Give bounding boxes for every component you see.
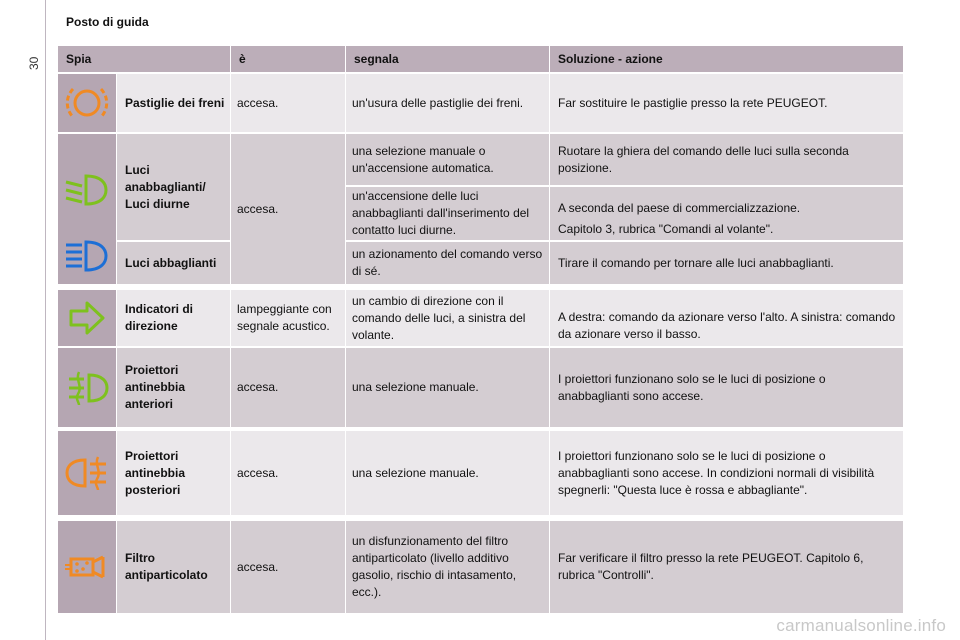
row-name: Luci abbaglianti: [117, 242, 230, 284]
row-state: accesa.: [231, 134, 345, 284]
section-title: Posto di guida: [66, 15, 149, 29]
row-solution: Far verificare il filtro presso la rete PEUGEOT. Capitolo 6, rubrica "Controlli".: [550, 521, 903, 613]
row-solution: I proiettori funzionano solo se le luci di posizione o anabbaglianti sono accese. In condizioni normali di visibilità spegnerli: "Questa luce è rossa e abbagliante".: [550, 431, 903, 515]
row-solution: Tirare il comando per tornare alle luci anabbaglianti.: [550, 242, 903, 284]
rear-fog-icon-cell: [58, 431, 116, 515]
dpf-icon-cell: [58, 521, 116, 613]
row-name: Proiettori antinebbia posteriori: [117, 431, 230, 515]
main-beam-icon: [66, 242, 106, 270]
row-signal: una selezione manuale.: [346, 431, 549, 515]
front-fog-lamp-icon: [65, 368, 109, 408]
row-solution: I proiettori funzionano solo se le luci di posizione o anabbaglianti sono accese.: [550, 348, 903, 427]
header-state: è: [231, 46, 345, 72]
row-name: Pastiglie dei freni: [117, 74, 230, 132]
page-number: 30: [27, 56, 41, 70]
beam-icon-cell: [58, 134, 116, 284]
row-state: lampeggiante con segnale acustico.: [231, 290, 345, 346]
row-state: accesa.: [231, 348, 345, 427]
row-name: Indicatori di direzione: [117, 290, 230, 346]
header-signal: segnala: [346, 46, 549, 72]
watermark-text: carmanualsonline.info: [776, 616, 946, 635]
row-state: accesa.: [231, 431, 345, 515]
row-signal: un'accensione delle luci anabbaglianti dall'inserimento del contatto luci diurne.: [346, 187, 549, 240]
row-solution: Ruotare la ghiera del comando delle luci sulla seconda posizione.: [550, 134, 903, 185]
page-margin-line: [45, 0, 46, 640]
front-fog-icon-cell: [58, 348, 116, 427]
brake-pads-warning-icon: [65, 83, 109, 123]
row-state: accesa.: [231, 74, 345, 132]
row-signal: un cambio di direzione con il comando delle luci, a sinistra del volante.: [346, 290, 549, 346]
direction-icon-cell: [58, 290, 116, 346]
dipped-beam-icon: [66, 176, 106, 204]
particle-filter-icon: [63, 547, 111, 587]
rear-fog-lamp-icon: [65, 453, 109, 493]
solution-line: A seconda del paese di commercializzazione.: [558, 200, 801, 215]
row-state: accesa.: [231, 521, 345, 613]
row-solution: Far sostituire le pastiglie presso la rete PEUGEOT.: [550, 74, 903, 132]
row-signal: una selezione manuale.: [346, 348, 549, 427]
header-solution: Soluzione - azione: [550, 46, 903, 72]
row-signal: un'usura delle pastiglie dei freni.: [346, 74, 549, 132]
dipped-main-beam-icons: [58, 134, 116, 284]
row-signal: un azionamento del comando verso di sé.: [346, 242, 549, 284]
row-solution: A destra: comando da azionare verso l'alto. A sinistra: comando da azionare verso il basso.: [550, 290, 903, 346]
row-signal: un disfunzionamento del filtro antiparticolato (livello additivo gasolio, rischio di intasamento, ecc.).: [346, 521, 549, 613]
row-name: Proiettori antinebbia anteriori: [117, 348, 230, 427]
direction-indicator-icon: [67, 300, 107, 336]
row-name: Filtro antiparticolato: [117, 521, 230, 613]
row-name: Luci anabbaglianti/ Luci diurne: [117, 134, 230, 240]
row-solution: [550, 187, 903, 240]
brake-icon-cell: [58, 74, 116, 132]
row-signal: una selezione manuale o un'accensione automatica.: [346, 134, 549, 185]
header-spia: Spia: [58, 46, 230, 72]
solution-line: Capitolo 3, rubrica "Comandi al volante".: [558, 221, 774, 236]
